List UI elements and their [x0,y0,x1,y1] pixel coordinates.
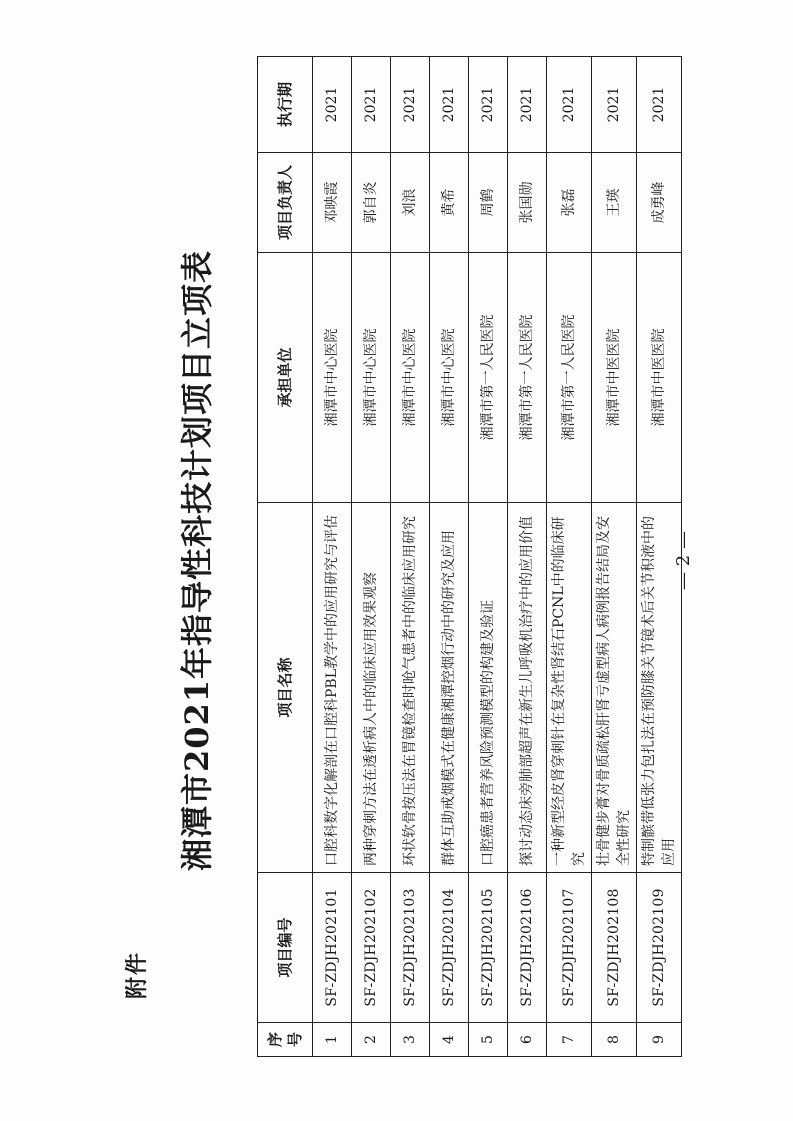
table-row [592,57,637,1057]
cell-period: 2021 [469,57,508,153]
cell-lead: 黄希 [430,153,469,253]
header-seq: 序号 [258,1023,313,1057]
table-row [313,57,352,1057]
cell-lead: 周鹤 [469,153,508,253]
cell-code: SF-ZDJH202109 [637,873,682,1023]
cell-lead: 张国勋 [508,153,547,253]
header-period: 执行期 [258,57,313,153]
table-header-row [258,57,313,1057]
cell-period: 2021 [547,57,592,153]
cell-name: 口腔癌患者营养风险预测模型的构建及验证 [469,503,508,873]
cell-seq: 7 [547,1023,592,1057]
cell-period: 2021 [508,57,547,153]
cell-code: SF-ZDJH202104 [430,873,469,1023]
cell-unit: 湘潭市中医医院 [637,253,682,503]
header-lead: 项目负责人 [258,153,313,253]
table-row [352,57,391,1057]
cell-code: SF-ZDJH202108 [592,873,637,1023]
cell-seq: 1 [313,1023,352,1057]
project-table [257,56,682,1057]
cell-period: 2021 [430,57,469,153]
cell-name: 口腔科数字化解剖在口腔科PBL教学中的应用研究与评估 [313,503,352,873]
cell-code: SF-ZDJH202105 [469,873,508,1023]
cell-name: 壮骨健步膏对骨质疏松肝肾亏虚型病人病例报告结局及安全性研究 [592,503,637,873]
cell-unit: 湘潭市中心医院 [313,253,352,503]
cell-unit: 湘潭市第一人民医院 [508,253,547,503]
header-unit: 承担单位 [258,253,313,503]
cell-seq: 2 [352,1023,391,1057]
table-row [430,57,469,1057]
cell-period: 2021 [391,57,430,153]
cell-code: SF-ZDJH202106 [508,873,547,1023]
cell-code: SF-ZDJH202101 [313,873,352,1023]
cell-unit: 湘潭市第一人民医院 [469,253,508,503]
cell-name: 探讨动态床旁肺部超声在新生儿呼吸机治疗中的应用价值 [508,503,547,873]
cell-period: 2021 [637,57,682,153]
cell-name: 一种新型经皮肾穿刺针在复杂性肾结石PCNL中的临床研究 [547,503,592,873]
cell-period: 2021 [313,57,352,153]
header-name: 项目名称 [258,503,313,873]
page-title: 湘潭市2021年指导性科技计划项目立项表 [178,249,216,872]
cell-seq: 6 [508,1023,547,1057]
cell-seq: 9 [637,1023,682,1057]
cell-lead: 刘浪 [391,153,430,253]
cell-period: 2021 [352,57,391,153]
cell-unit: 湘潭市中心医院 [430,253,469,503]
cell-period: 2021 [592,57,637,153]
cell-name: 群体互助戒烟模式在健康湘潭控烟行动中的研究及应用 [430,503,469,873]
attachment-label: 附件 [125,950,150,999]
table-row [547,57,592,1057]
cell-unit: 湘潭市中心医院 [352,253,391,503]
page-number: — 2 — [673,531,694,590]
cell-lead: 成勇峰 [637,153,682,253]
cell-seq: 3 [391,1023,430,1057]
cell-code: SF-ZDJH202102 [352,873,391,1023]
cell-seq: 4 [430,1023,469,1057]
cell-lead: 郭自炎 [352,153,391,253]
cell-seq: 5 [469,1023,508,1057]
cell-lead: 王瑛 [592,153,637,253]
table-row [508,57,547,1057]
cell-seq: 8 [592,1023,637,1057]
header-code: 项目编号 [258,873,313,1023]
cell-name: 环状软骨按压法在胃镜检查时呛气患者中的临床应用研究 [391,503,430,873]
cell-unit: 湘潭市中医医院 [592,253,637,503]
cell-code: SF-ZDJH202107 [547,873,592,1023]
cell-name: 两种穿刺方法在透析病人中的临床应用效果观察 [352,503,391,873]
table-row [391,57,430,1057]
cell-unit: 湘潭市第一人民医院 [547,253,592,503]
cell-code: SF-ZDJH202103 [391,873,430,1023]
cell-name: 特制髌带低张力包扎法在预防膝关节镜术后关节积液中的应用 [637,503,682,873]
cell-lead: 张磊 [547,153,592,253]
cell-unit: 湘潭市中心医院 [391,253,430,503]
table-row [469,57,508,1057]
cell-lead: 邓映霞 [313,153,352,253]
